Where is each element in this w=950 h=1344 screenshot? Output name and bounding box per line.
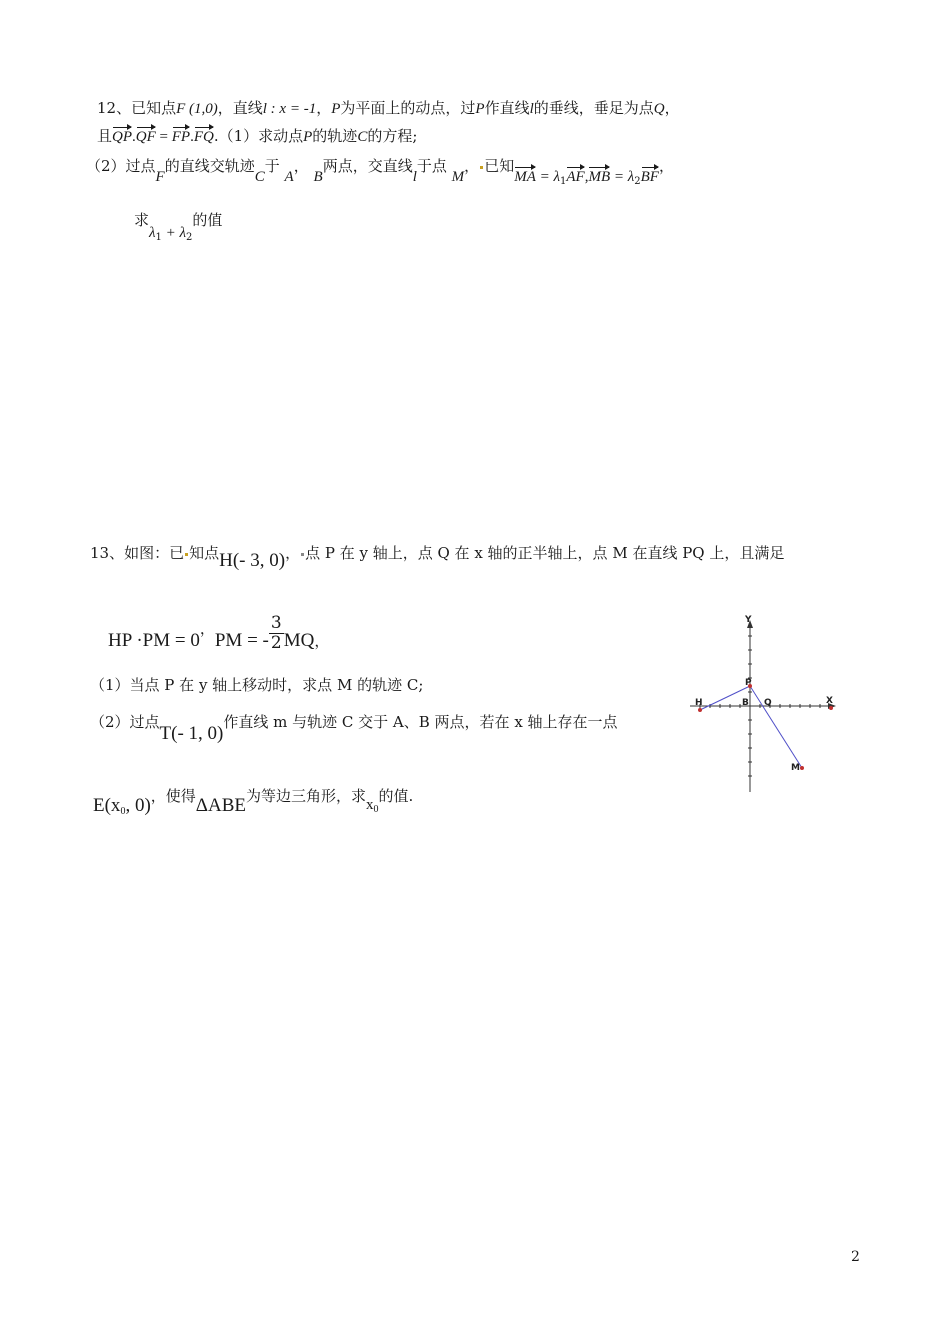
- q12-text: ，: [293, 157, 309, 175]
- vector-FQ: FQ: [193, 129, 214, 145]
- subscript: 2: [186, 232, 193, 243]
- lambda: = λ: [535, 169, 560, 185]
- q13-text: ，使得: [150, 787, 196, 805]
- q12-text: ，: [316, 99, 332, 117]
- q12-text: 的直线交轨迹: [164, 157, 255, 175]
- dot-op: .: [132, 129, 136, 145]
- lambda: λ: [149, 225, 156, 241]
- math-M: M: [451, 169, 465, 185]
- lambda: + λ: [161, 225, 187, 241]
- q12-text: ，直线: [217, 99, 263, 117]
- segment-PM: [750, 686, 802, 768]
- q13-text: （2）过点: [90, 713, 160, 731]
- math-F: F: [155, 169, 165, 185]
- q13-text: 为等边三角形，求: [246, 787, 367, 805]
- comma: ,: [584, 169, 589, 185]
- label-P: P: [745, 678, 752, 688]
- q13-text: 知点: [189, 544, 220, 562]
- q12-vector-equation: [514, 167, 659, 185]
- math-E-point: [93, 795, 151, 816]
- vector-AF: AF: [566, 169, 585, 185]
- point-H: [698, 708, 702, 712]
- subscript: 0: [120, 806, 126, 817]
- dot-op: .: [190, 129, 194, 145]
- page-number: 2: [851, 1249, 860, 1265]
- vector-MA: MA: [514, 169, 536, 185]
- q12-text: 已知: [484, 157, 515, 175]
- lambda-sum: [149, 223, 192, 241]
- q12-line-3: [86, 156, 674, 186]
- math-C: C: [254, 169, 265, 185]
- stray-dot-mark: [301, 553, 304, 556]
- q13-text: ，: [285, 544, 301, 562]
- q13-text: 点 P 在 y 轴上，点 Q 在 x 轴的正半轴上，点 M 在直线 PQ 上，且满足: [305, 544, 785, 562]
- q13-text: ，: [199, 619, 215, 638]
- vector-BF: BF: [640, 169, 659, 185]
- point-M: [800, 766, 804, 770]
- math-E-end: , 0): [125, 795, 151, 816]
- math-E: E(x: [93, 795, 121, 816]
- q12-text: 12、已知点: [97, 99, 177, 117]
- q13-text: 的值.: [378, 787, 414, 805]
- q13-line-5: [93, 786, 413, 816]
- q13-text: ，: [314, 631, 330, 650]
- label-Y: Y: [745, 615, 752, 625]
- q12-line-2: [97, 126, 417, 147]
- q12-text: 于点: [416, 157, 447, 175]
- math-x: x: [366, 797, 374, 813]
- math-B: B: [313, 169, 323, 185]
- q12-text: 的轨迹: [312, 127, 358, 145]
- math-P: P: [303, 129, 313, 145]
- q12-line-1: [97, 98, 680, 119]
- math-MQ: MQ: [283, 629, 315, 651]
- math-l: l: [529, 101, 534, 117]
- equals: =: [155, 129, 172, 145]
- math-HP-PM: HP ·PM = 0: [108, 629, 200, 651]
- q12-text: 作直线: [484, 99, 530, 117]
- math-A: A: [284, 169, 294, 185]
- q12-text: 求: [134, 211, 150, 229]
- q13-line-2: [108, 610, 329, 654]
- numerator: 3: [270, 613, 282, 633]
- math-H-point: H(- 3, 0): [219, 550, 286, 571]
- label-M: M: [791, 763, 800, 773]
- vector-FP: FP: [171, 129, 191, 145]
- lambda: = λ: [610, 169, 635, 185]
- subscript: 1: [155, 232, 162, 243]
- q12-text: 的方程;: [367, 127, 418, 145]
- q12-text: 且: [97, 127, 113, 145]
- stray-dot-mark: [185, 553, 188, 556]
- label-X: X: [826, 696, 833, 706]
- label-B: B: [742, 698, 749, 708]
- vector-QF: QF: [135, 129, 156, 145]
- q12-text: 为平面上的动点，过: [340, 99, 476, 117]
- q13-line-4: [90, 712, 618, 742]
- math-F-point: F (1,0): [176, 101, 218, 117]
- math-P: P: [475, 101, 485, 117]
- q12-line-4: [134, 210, 222, 244]
- q13-text: 13、如图：已: [90, 544, 185, 562]
- q13-line-3: （1）当点 P 在 y 轴上移动时，求点 M 的轨迹 C;: [90, 676, 424, 694]
- math-C: C: [357, 129, 368, 145]
- math-line-l: l : x = -1: [262, 101, 317, 117]
- q12-text: 的值: [192, 211, 223, 229]
- math-PM: PM = -: [214, 629, 269, 651]
- vector-MB: MB: [588, 169, 611, 185]
- math-triangle-ABE: ΔABE: [195, 795, 246, 816]
- stray-dot-mark: [480, 166, 483, 169]
- subscript: 2: [634, 176, 641, 187]
- q13-line-1: [90, 543, 784, 571]
- label-H: H: [695, 698, 703, 708]
- subscript: 1: [560, 176, 567, 187]
- q12-text: 的垂线，垂足为点: [533, 99, 654, 117]
- fraction-three-halves: [269, 614, 284, 653]
- math-l: l: [412, 169, 417, 185]
- q12-text: ，: [664, 99, 680, 117]
- point-x-end: [829, 706, 833, 710]
- math-P: P: [331, 101, 341, 117]
- q12-text: ，: [464, 157, 480, 175]
- q12-text: 两点，交直线: [322, 157, 413, 175]
- label-Q: Q: [764, 698, 772, 708]
- vector-QP: QP: [112, 129, 133, 145]
- denominator: 2: [270, 633, 282, 653]
- math-T-point: T(- 1, 0): [159, 723, 224, 744]
- coordinate-figure: [690, 612, 850, 797]
- q13-text: 作直线 m 与轨迹 C 交于 A、B 两点，若在 x 轴上存在一点: [223, 713, 618, 731]
- q12-text: 于: [264, 157, 280, 175]
- math-x0: [366, 797, 379, 813]
- q12-text: .（1）求动点: [213, 127, 304, 145]
- q12-text: （2）过点: [86, 157, 156, 175]
- subscript: 0: [373, 804, 379, 815]
- q12-text: ，: [658, 157, 674, 175]
- math-Q: Q: [653, 101, 665, 117]
